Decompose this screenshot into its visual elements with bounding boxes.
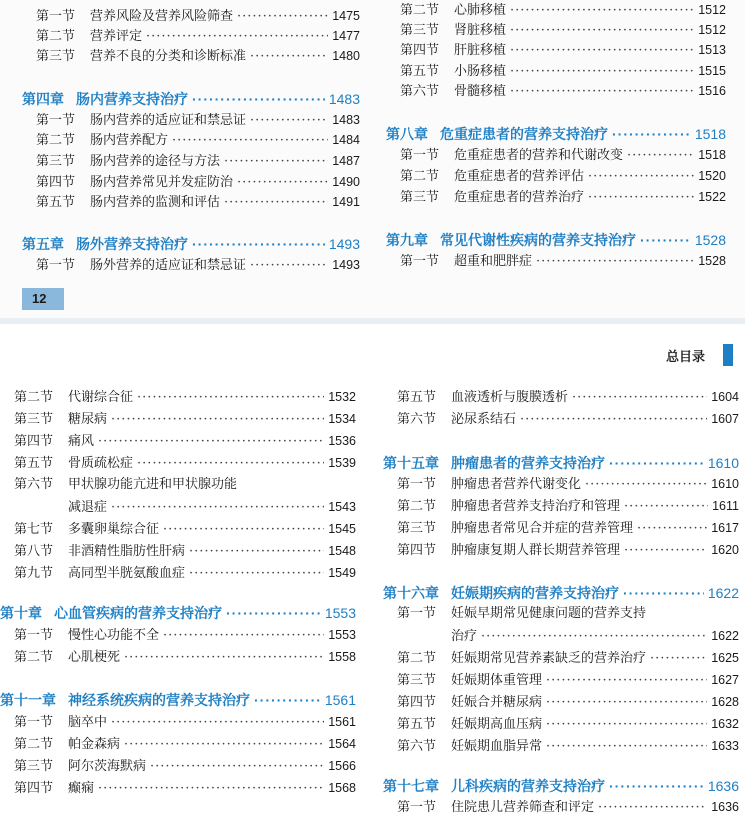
toc-row (14, 409, 356, 429)
page-number: 1622 (707, 585, 739, 601)
chapter-number: 第九章 (386, 232, 428, 248)
leader-dots (237, 7, 328, 27)
page-number: 1539 (328, 456, 356, 470)
section-title: 肠内营养的适应证和禁忌证 (90, 113, 247, 128)
section-title: 住院患儿营养筛查和评定 (451, 800, 595, 815)
section-title: 肿瘤康复期人群长期营养管理 (451, 543, 621, 558)
toc-row (400, 251, 726, 271)
toc-row (36, 172, 360, 192)
chapter-title: 危重症患者的营养支持治疗 (440, 126, 608, 142)
leader-dots (609, 452, 704, 474)
section-number: 第二节 (397, 651, 437, 666)
toc-row (14, 625, 356, 645)
section-title: 帕金森病 (68, 737, 121, 752)
section-number: 第一节 (400, 148, 440, 163)
page-number: 1487 (332, 154, 360, 168)
section-number: 第一节 (36, 258, 76, 273)
section-number: 第五节 (14, 456, 54, 471)
toc-row (36, 26, 360, 46)
page-number: 1553 (328, 628, 356, 642)
section-title: 减退症 (68, 500, 108, 515)
page-number: 1611 (712, 499, 739, 513)
toc-row (14, 497, 356, 517)
toc-row (397, 496, 739, 516)
toc-row (397, 736, 739, 756)
leader-dots (124, 735, 324, 755)
chapter-number: 第十七章 (383, 778, 439, 794)
chapter-number: 第四章 (22, 91, 64, 107)
page-number: 1628 (711, 695, 739, 709)
toc-row (397, 604, 739, 624)
chapter-title: 儿科疾病的营养支持治疗 (451, 778, 605, 794)
leader-dots (192, 233, 325, 255)
section-number: 第一节 (397, 800, 437, 815)
toc-row (14, 453, 356, 473)
toc-row (14, 563, 356, 583)
leader-dots (111, 713, 324, 733)
section-title: 超重和肥胖症 (454, 254, 533, 269)
section-title: 营养评定 (90, 29, 143, 44)
page-number: 1620 (711, 543, 739, 557)
page-number: 1516 (698, 84, 726, 98)
leader-dots (588, 167, 694, 187)
page-number: 1480 (332, 49, 360, 63)
toc-row (400, 187, 726, 207)
leader-dots (623, 582, 704, 604)
toc-row (14, 647, 356, 667)
page-number: 1610 (707, 455, 739, 471)
chapter-number: 第十一章 (0, 692, 56, 708)
page-number: 1491 (332, 195, 360, 209)
section-title: 肠内营养常见并发症防治 (90, 175, 234, 190)
section-number: 第一节 (36, 9, 76, 24)
toc-row (14, 431, 356, 451)
toc-row (36, 110, 360, 130)
section-number: 第四节 (397, 543, 437, 558)
chapter-heading (0, 602, 356, 624)
chapter-number: 第十章 (0, 605, 42, 621)
toc-row (36, 255, 360, 275)
toc-row (14, 712, 356, 732)
section-title: 肠外营养的适应证和禁忌证 (90, 258, 247, 273)
toc-row (36, 46, 360, 66)
section-number: 第三节 (400, 190, 440, 205)
section-number: 第三节 (36, 49, 76, 64)
section-number: 第二节 (14, 390, 54, 405)
page-number: 1528 (698, 254, 726, 268)
section-title: 脑卒中 (68, 715, 108, 730)
section-title: 治疗 (451, 629, 478, 644)
leader-dots (250, 47, 328, 67)
section-title: 营养不良的分类和诊断标准 (90, 49, 247, 64)
page-number: 1493 (328, 236, 360, 252)
section-title: 骨髓移植 (454, 84, 507, 99)
section-number: 第七节 (14, 522, 54, 537)
leader-dots (609, 775, 704, 797)
section-number: 第二节 (14, 650, 54, 665)
section-title: 肠内营养的途径与方法 (90, 154, 221, 169)
page-number: 1534 (328, 412, 356, 426)
chapter-number: 第八章 (386, 126, 428, 142)
leader-dots (250, 111, 328, 131)
section-title: 高同型半胱氨酸血症 (68, 566, 186, 581)
leader-dots (536, 252, 694, 272)
section-title: 心肌梗死 (68, 650, 121, 665)
toc-row (36, 192, 360, 212)
toc-row (400, 166, 726, 186)
leader-dots (224, 152, 328, 172)
chapter-title: 肠外营养支持治疗 (76, 236, 188, 252)
section-title: 肾脏移植 (454, 23, 507, 38)
toc-row (14, 756, 356, 776)
section-title: 妊娠早期常见健康问题的营养支持 (451, 606, 647, 621)
toc-row (397, 670, 739, 690)
leader-dots (546, 715, 707, 735)
section-title: 非酒精性脂肪性肝病 (68, 544, 186, 559)
section-title: 妊娠期体重管理 (451, 673, 543, 688)
chapter-heading (386, 229, 726, 251)
leader-dots (189, 542, 324, 562)
leader-dots (192, 88, 325, 110)
section-title: 血液透析与腹膜透析 (451, 390, 569, 405)
chapter-number: 第十六章 (383, 585, 439, 601)
toc-row (397, 409, 739, 429)
section-number: 第五节 (400, 64, 440, 79)
leader-dots (572, 388, 707, 408)
chapter-title: 妊娠期疾病的营养支持治疗 (451, 585, 619, 601)
page-number: 1536 (328, 434, 356, 448)
section-title: 妊娠期血脂异常 (451, 739, 543, 754)
page-number: 1483 (328, 91, 360, 107)
leader-dots (637, 519, 707, 539)
page-number: 1553 (324, 605, 356, 621)
section-title: 小肠移植 (454, 64, 507, 79)
page-number: 1520 (698, 169, 726, 183)
section-number: 第二节 (400, 3, 440, 18)
chapter-heading (0, 689, 356, 711)
leader-dots (546, 737, 707, 757)
toc-row (14, 387, 356, 407)
section-title: 甲状腺功能亢进和甲状腺功能 (68, 477, 238, 492)
page-number: 1512 (698, 23, 726, 37)
header-accent-bar (723, 344, 733, 366)
section-number: 第八节 (14, 544, 54, 559)
section-number: 第二节 (400, 169, 440, 184)
page-number: 1632 (711, 717, 739, 731)
section-title: 肝脏移植 (454, 43, 507, 58)
leader-dots (137, 454, 324, 474)
chapter-heading (383, 582, 739, 604)
section-number: 第五节 (36, 195, 76, 210)
section-title: 妊娠期高血压病 (451, 717, 543, 732)
chapter-number: 第五章 (22, 236, 64, 252)
section-number: 第一节 (14, 628, 54, 643)
leader-dots (163, 626, 324, 646)
leader-dots (98, 432, 324, 452)
leader-dots (111, 410, 324, 430)
section-title: 危重症患者的营养和代谢改变 (454, 148, 624, 163)
section-number: 第六节 (400, 84, 440, 99)
leader-dots (624, 541, 707, 561)
page-number: 1490 (332, 175, 360, 189)
toc-row (400, 40, 726, 60)
toc-row (400, 0, 726, 20)
section-number: 第一节 (397, 477, 437, 492)
section-title: 营养风险及营养风险筛查 (90, 9, 234, 24)
section-title: 心肺移植 (454, 3, 507, 18)
leader-dots (624, 497, 708, 517)
page-number: 1561 (324, 692, 356, 708)
section-title: 糖尿病 (68, 412, 108, 427)
page-number: 1518 (694, 126, 726, 142)
toc-row (36, 130, 360, 150)
leader-dots (510, 41, 694, 61)
leader-dots (254, 689, 321, 711)
page-number: 1610 (711, 477, 739, 491)
section-number: 第六节 (397, 739, 437, 754)
page-number-badge: 12 (22, 288, 64, 310)
leader-dots (98, 779, 324, 799)
section-number: 第四节 (36, 175, 76, 190)
leader-dots (237, 173, 328, 193)
section-number: 第一节 (397, 606, 437, 621)
leader-dots (588, 188, 694, 208)
leader-dots (627, 146, 694, 166)
leader-dots (510, 62, 694, 82)
chapter-heading (383, 775, 739, 797)
page-number: 1484 (332, 133, 360, 147)
section-title: 肿瘤患者营养支持治疗和管理 (451, 499, 621, 514)
toc-row (14, 734, 356, 754)
section-title: 肿瘤患者常见合并症的营养管理 (451, 521, 634, 536)
toc-row (36, 151, 360, 171)
page-number: 1532 (328, 390, 356, 404)
section-number: 第一节 (400, 254, 440, 269)
page-number: 1604 (711, 390, 739, 404)
section-number: 第三节 (36, 154, 76, 169)
page-number: 1543 (328, 500, 356, 514)
page-number: 1568 (328, 781, 356, 795)
section-title: 痛风 (68, 434, 95, 449)
leader-dots (111, 498, 324, 518)
leader-dots (250, 256, 328, 276)
leader-dots (510, 82, 694, 102)
section-title: 危重症患者的营养评估 (454, 169, 585, 184)
page-number: 1636 (707, 778, 739, 794)
section-number: 第二节 (14, 737, 54, 752)
leader-dots (124, 648, 324, 668)
section-number: 第四节 (397, 695, 437, 710)
section-title: 妊娠合并糖尿病 (451, 695, 543, 710)
page-number: 1558 (328, 650, 356, 664)
section-title: 泌尿系结石 (451, 412, 517, 427)
section-number: 第六节 (397, 412, 437, 427)
leader-dots (510, 1, 694, 21)
leader-dots (520, 410, 707, 430)
section-title: 肠内营养配方 (90, 133, 169, 148)
leader-dots (163, 520, 324, 540)
leader-dots (510, 21, 694, 41)
page-number: 1475 (332, 9, 360, 23)
section-number: 第三节 (14, 759, 54, 774)
chapter-heading (22, 88, 360, 110)
section-number: 第一节 (14, 715, 54, 730)
section-number: 第三节 (397, 673, 437, 688)
section-title: 慢性心功能不全 (68, 628, 160, 643)
toc-row (397, 648, 739, 668)
chapter-heading (22, 233, 360, 255)
page-number: 1617 (711, 521, 739, 535)
chapter-title: 心血管疾病的营养支持治疗 (54, 605, 222, 621)
section-title: 阿尔茨海默病 (68, 759, 147, 774)
leader-dots (172, 131, 328, 151)
section-title: 癫痫 (68, 781, 95, 796)
toc-row (397, 797, 739, 817)
toc-row (397, 692, 739, 712)
page-number: 1545 (328, 522, 356, 536)
toc-row (400, 145, 726, 165)
leader-dots (640, 229, 691, 251)
page-number: 1636 (711, 800, 739, 814)
leader-dots (612, 123, 691, 145)
section-number: 第三节 (14, 412, 54, 427)
section-title: 危重症患者的营养治疗 (454, 190, 585, 205)
toc-row (397, 474, 739, 494)
section-title: 代谢综合征 (68, 390, 134, 405)
toc-row (14, 778, 356, 798)
page-number: 1518 (698, 148, 726, 162)
leader-dots (189, 564, 324, 584)
section-title: 肠内营养的监测和评估 (90, 195, 221, 210)
toc-row (397, 387, 739, 407)
section-number: 第二节 (397, 499, 437, 514)
chapter-title: 常见代谢性疾病的营养支持治疗 (440, 232, 636, 248)
section-title: 骨质疏松症 (68, 456, 134, 471)
page-number: 1483 (332, 113, 360, 127)
section-number: 第四节 (400, 43, 440, 58)
page-number: 1513 (698, 43, 726, 57)
page-number: 1564 (328, 737, 356, 751)
leader-dots (481, 627, 707, 647)
page-number: 1548 (328, 544, 356, 558)
toc-row (14, 541, 356, 561)
chapter-title: 肿瘤患者的营养支持治疗 (451, 455, 605, 471)
toc-row (14, 519, 356, 539)
chapter-number: 第十五章 (383, 455, 439, 471)
toc-row (397, 518, 739, 538)
toc-row (397, 540, 739, 560)
page-number: 1512 (698, 3, 726, 17)
section-number: 第四节 (14, 434, 54, 449)
page-number: 1633 (711, 739, 739, 753)
section-number: 第五节 (397, 717, 437, 732)
leader-dots (226, 602, 321, 624)
section-number: 第二节 (36, 29, 76, 44)
leader-dots (150, 757, 324, 777)
page-divider (0, 318, 745, 324)
toc-row (397, 714, 739, 734)
section-number: 第六节 (14, 477, 54, 492)
leader-dots (650, 649, 707, 669)
page-number: 1522 (698, 190, 726, 204)
toc-row (397, 626, 739, 646)
leader-dots (546, 693, 707, 713)
leader-dots (546, 671, 707, 691)
chapter-title: 肠内营养支持治疗 (76, 91, 188, 107)
leader-dots (598, 798, 707, 818)
leader-dots (146, 27, 328, 47)
toc-row (400, 20, 726, 40)
section-title: 妊娠期常见营养素缺乏的营养治疗 (451, 651, 647, 666)
page-number: 1549 (328, 566, 356, 580)
page-number: 1566 (328, 759, 356, 773)
page-number: 1515 (698, 64, 726, 78)
page-number: 1627 (711, 673, 739, 687)
section-title: 多囊卵巢综合征 (68, 522, 160, 537)
leader-dots (224, 193, 328, 213)
section-number: 第三节 (397, 521, 437, 536)
toc-row (36, 6, 360, 26)
leader-dots (137, 388, 324, 408)
section-number: 第四节 (14, 781, 54, 796)
page-number: 1528 (694, 232, 726, 248)
page-number: 1625 (711, 651, 739, 665)
page-number: 1493 (332, 258, 360, 272)
section-number: 第九节 (14, 566, 54, 581)
section-number: 第二节 (36, 133, 76, 148)
chapter-heading (383, 452, 739, 474)
section-number: 第三节 (400, 23, 440, 38)
page-number: 1477 (332, 29, 360, 43)
running-header: 总目录 (665, 349, 705, 364)
chapter-title: 神经系统疾病的营养支持治疗 (68, 692, 250, 708)
chapter-heading (386, 123, 726, 145)
section-number: 第一节 (36, 113, 76, 128)
page-number: 1607 (711, 412, 739, 426)
leader-dots (585, 475, 707, 495)
page-number: 1561 (328, 715, 356, 729)
section-number: 第五节 (397, 390, 437, 405)
toc-row (400, 61, 726, 81)
toc-row (14, 475, 356, 495)
toc-row (400, 81, 726, 101)
section-title: 肿瘤患者营养代谢变化 (451, 477, 582, 492)
page-number: 1622 (711, 629, 739, 643)
